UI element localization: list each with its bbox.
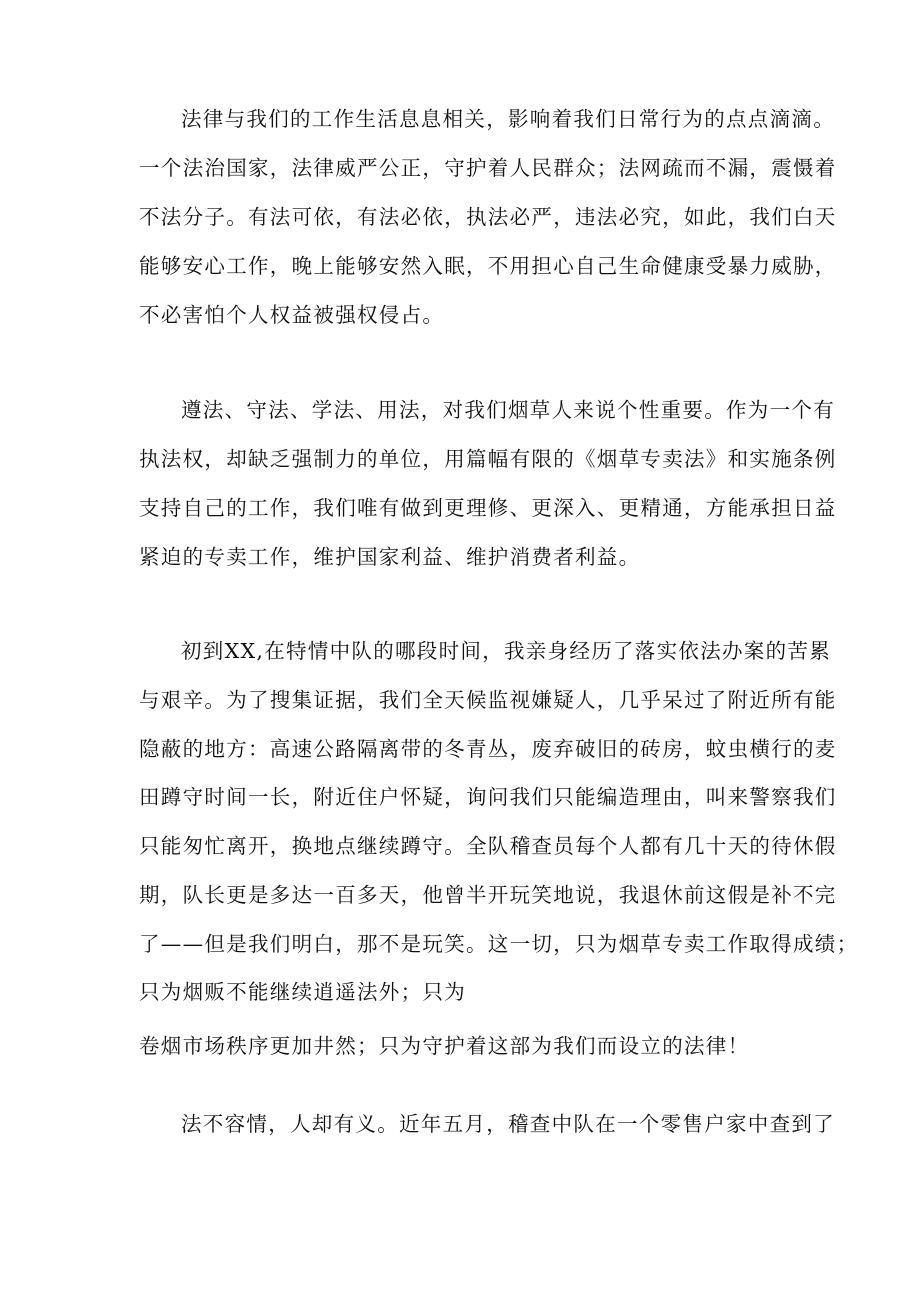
text-line: 法律与我们的工作生活息息相关，影响着我们日常行为的点点滴滴。 — [181, 107, 835, 131]
text-line: 了——但是我们明白，那不是玩笑。这一切，只为烟草专卖工作取得成绩； — [139, 932, 859, 956]
text-line: 执法权，却缺乏强制力的单位，用篇幅有限的《烟草专卖法》和实施条例 — [139, 447, 837, 471]
text-line: 能够安心工作，晚上能够安然入眠，不用担心自己生命健康受暴力威胁， — [139, 254, 837, 278]
text-line: 初到XX,在特情中队的哪段时间，我亲身经历了落实依法办案的苦累 — [181, 639, 832, 663]
text-line: 紧迫的专卖工作，维护国家利益、维护消费者利益。 — [139, 545, 641, 569]
text-line: 支持自己的工作，我们唯有做到更理修、更深入、更精通，方能承担日益 — [139, 496, 837, 520]
text-line: 不法分子。有法可依，有法必依，执法必严，违法必究，如此，我们白天 — [139, 205, 837, 229]
text-line: 田蹲守时间一长，附近住户怀疑，询问我们只能编造理由，叫来警察我们 — [139, 785, 837, 809]
text-line: 与艰辛。为了搜集证据，我们全天候监视嫌疑人，几乎呆过了附近所有能 — [139, 688, 837, 712]
text-line: 期，队长更是多达一百多天，他曾半开玩笑地说，我退休前这假是补不完 — [139, 883, 837, 907]
text-line: 隐蔽的地方：高速公路隔离带的冬青丛，废弃破旧的砖房，蚊虫横行的麦 — [139, 737, 837, 761]
text-line: 遵法、守法、学法、用法，对我们烟草人来说个性重要。作为一个有 — [181, 398, 835, 422]
text-line: 只能匆忙离开，换地点继续蹲守。全队稽查员每个人都有几十天的待休假 — [139, 834, 837, 858]
text-line: 卷烟市场秩序更加井然；只为守护着这部为我们而设立的法律！ — [139, 1034, 750, 1058]
text-line: 法不容情，人却有义。近年五月，稽查中队在一个零售户家中查到了 — [181, 1112, 835, 1136]
text-line: 不必害怕个人权益被强权侵占。 — [139, 303, 445, 327]
text-line: 只为烟贩不能继续逍遥法外；只为 — [139, 980, 466, 1004]
text-line: 一个法治国家，法律威严公正，守护着人民群众；法网疏而不漏，震慑着 — [139, 156, 837, 180]
